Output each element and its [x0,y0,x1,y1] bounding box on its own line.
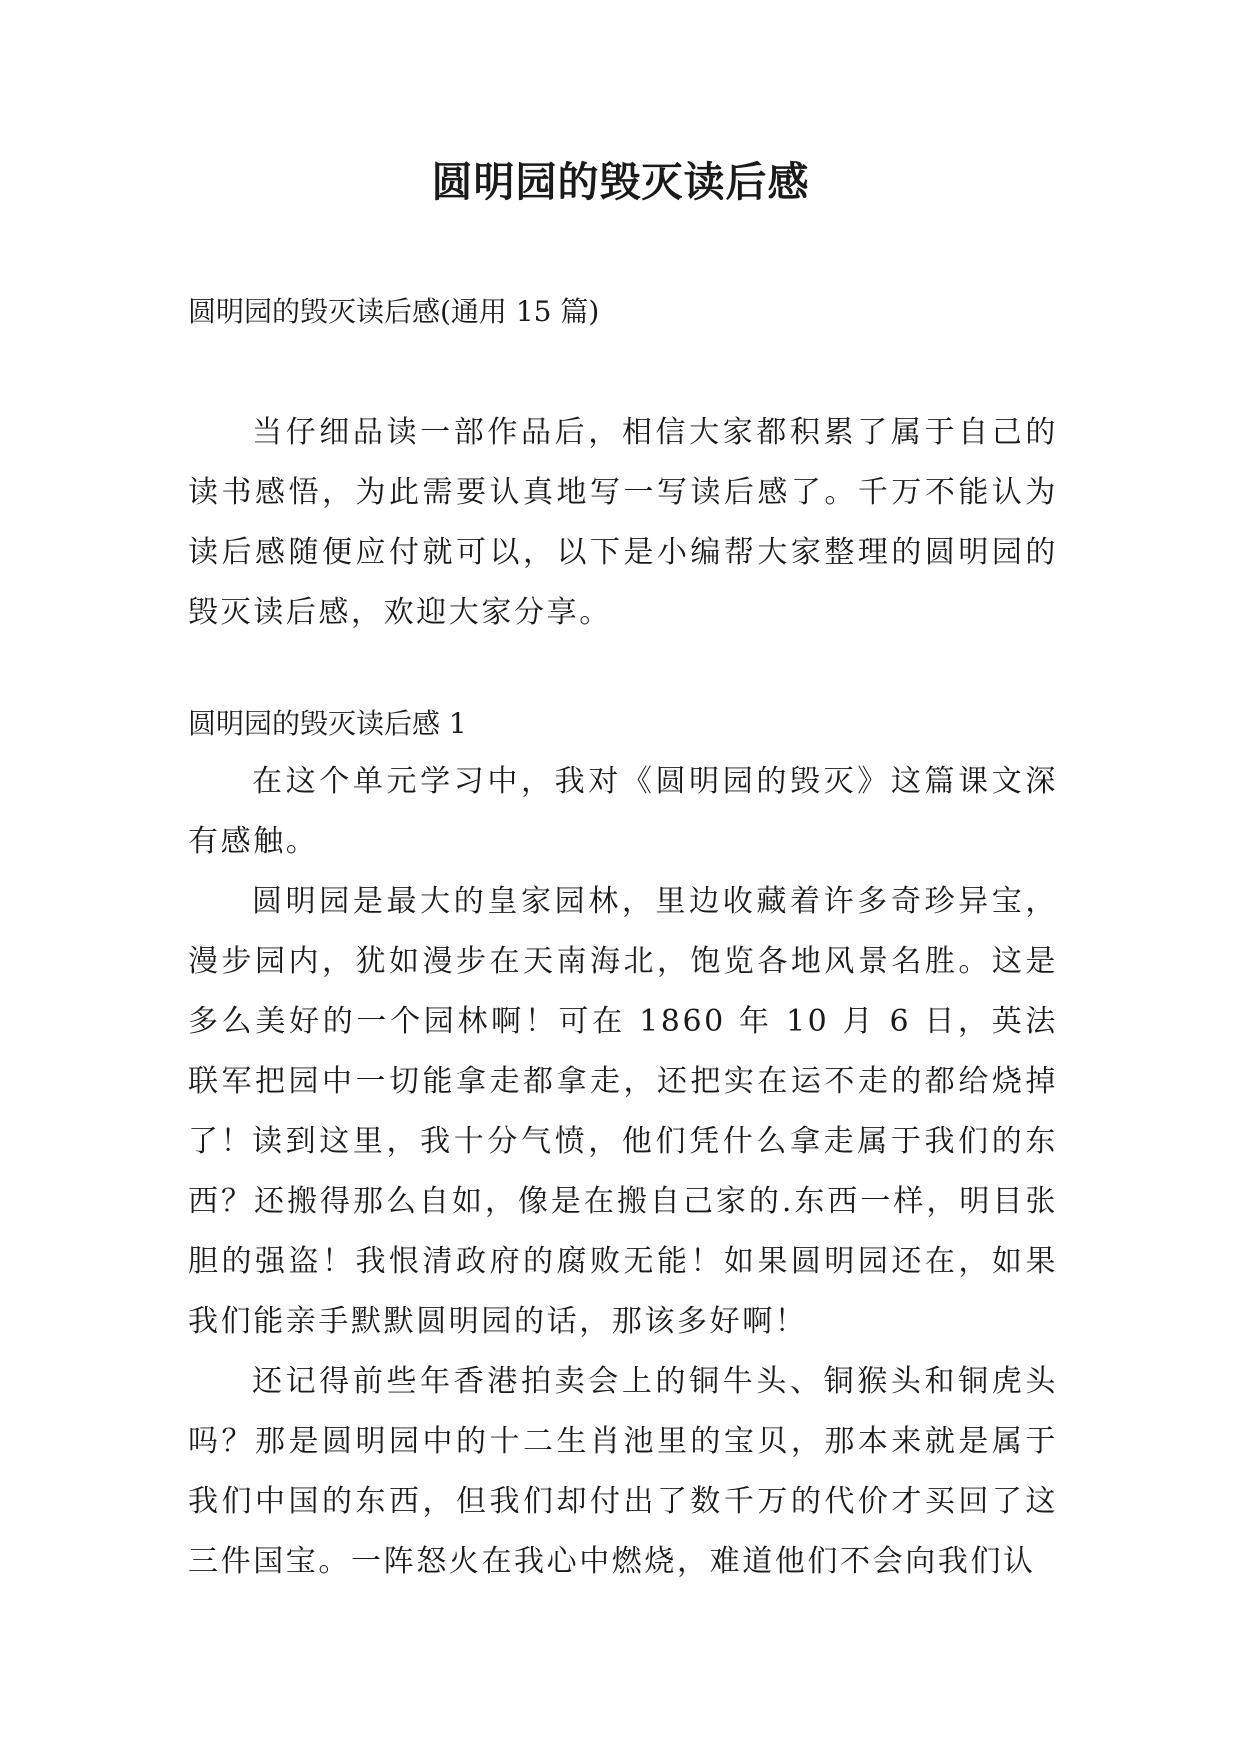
section-heading: 圆明园的毁灭读后感 1 [188,707,467,740]
body-paragraph-3: 读到这里，我十分气愤，他们凭什么拿走属于我们的东西？还搬得那么自如，像是在搬自己家的.东西一样，明目张胆的强盗！我恨清政府的腐败无能！如果圆明园还在，如果我们能亲手默默圆明园的话，那该多好啊！ [188,1124,1058,1339]
document-subtitle: 圆明园的毁灭读后感(通用 15 篇) [188,295,600,328]
body-paragraph-2: 圆明园是最大的皇家园林，里边收藏着许多奇珍异宝，漫步园内，犹如漫步在天南海北，饱览各地风景名胜。这是多么美好的一个园林啊！可在 1860 年 10 月 6 日，英法联军把园中一切能拿走都拿走，还把实在运不走的都给烧掉了！ [188,884,1058,1159]
intro-paragraph: 当仔细品读一部作品后，相信大家都积累了属于自己的读书感悟，为此需要认真地写一写读后感了。千万不能认为读后感随便应付就可以，以下是小编帮大家整理的圆明园的毁灭读后感，欢迎大家分享。 [188,415,1058,630]
body-paragraph-1: 在这个单元学习中，我对《圆明园的毁灭》这篇课文深有感触。 [188,764,1058,859]
body-paragraph-4: 还记得前些年香港拍卖会上的铜牛头、铜猴头和铜虎头吗？那是圆明园中的十二生肖池里的宝贝，那本来就是属于我们中国的东西，但我们却付出了数千万的代价才买回了这三件国宝。一阵怒火在我心中燃烧，难道他们不会向我们认 [188,1364,1058,1579]
document-title: 圆明园的毁灭读后感 [431,158,810,206]
